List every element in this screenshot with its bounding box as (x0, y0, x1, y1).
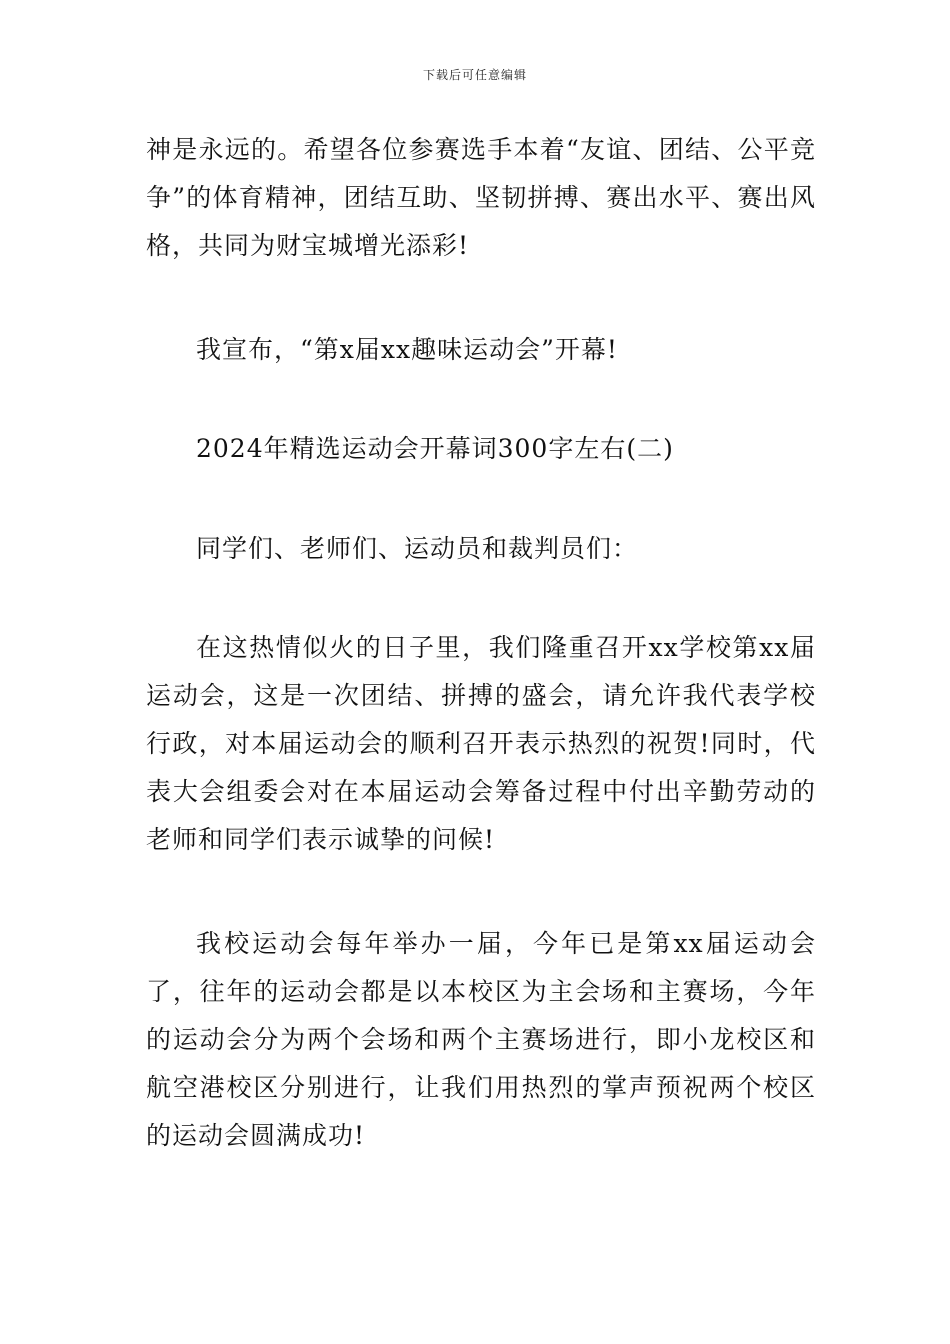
paragraph-continuation (146, 126, 816, 270)
paragraph-salutation (146, 525, 816, 573)
header-note: 下载后可任意编辑 (422, 68, 527, 82)
paragraph-text: 神是永远的。希望各位参赛选手本着“友谊、团结、公平竞争”的体育精神，团结互助、坚韧拼搏、赛出水平、赛出风格，共同为财宝城增光添彩! (146, 135, 816, 260)
section-heading (146, 425, 816, 473)
paragraph-text: 同学们、老师们、运动员和裁判员们： (196, 534, 639, 563)
heading-text: 2024年精选运动会开幕词300字左右(二) (196, 434, 674, 463)
paragraph-text: 我校运动会每年举办一届，今年已是第xx届运动会了，往年的运动会都是以本校区为主会场和主赛场，今年的运动会分为两个会场和两个主赛场进行，即小龙校区和航空港校区分别进行，让我们用热烈的掌声预祝两个校区的运动会圆满成功! (146, 929, 816, 1150)
paragraph-campuses (146, 920, 816, 1160)
paragraph-opening (146, 624, 816, 864)
paragraph-text: 在这热情似火的日子里，我们隆重召开xx学校第xx届运动会，这是一次团结、拼搏的盛会，请允许我代表学校行政，对本届运动会的顺利召开表示热烈的祝贺!同时，代表大会组委会对在本届运动会筹备过程中付出辛勤劳动的老师和同学们表示诚挚的问候! (146, 633, 816, 854)
paragraph-declaration (146, 326, 816, 374)
paragraph-text: 我宣布，“第x届xx趣味运动会”开幕! (196, 335, 618, 364)
